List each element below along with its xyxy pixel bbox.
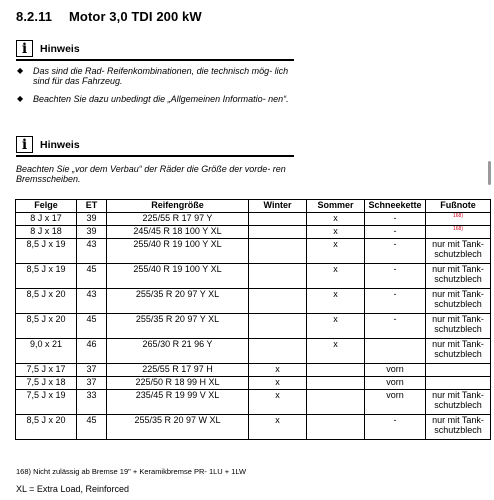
table-cell: 8 J x 17 [16,213,77,226]
table-cell: nur mit Tank- schutzblech [426,264,491,289]
table-cell: 255/40 R 19 100 Y XL [107,239,249,264]
column-header: Fußnote [426,200,491,213]
column-header: Sommer [307,200,365,213]
note-title: Hinweis [40,138,80,151]
table-cell: x [249,390,307,415]
table-cell: x [307,314,365,339]
note-header-1 [16,39,80,58]
table-cell: nur mit Tank- schutzblech [426,339,491,364]
table-cell: 255/35 R 20 97 W XL [107,415,249,440]
table-row [16,239,491,264]
table-cell: 255/35 R 20 97 Y XL [107,289,249,314]
table-cell: x [249,377,307,390]
table-cell: 45 [77,264,107,289]
table-row [16,314,491,339]
table-cell: 43 [77,289,107,314]
table-cell: nur mit Tank- schutzblech [426,289,491,314]
table-cell: 8,5 J x 20 [16,415,77,440]
table-cell: 245/45 R 18 100 Y XL [107,226,249,239]
table-cell: nur mit Tank- schutzblech [426,239,491,264]
table-cell [307,377,365,390]
note-divider [16,155,294,157]
table-row [16,289,491,314]
table-cell: - [365,264,426,289]
table-cell [365,339,426,364]
table-header-row [16,200,491,213]
table-cell: x [307,239,365,264]
table-row [16,213,491,226]
table-cell: nur mit Tank- schutzblech [426,390,491,415]
table-cell: 225/55 R 17 97 Y [107,213,249,226]
section-title: Motor 3,0 TDI 200 kW [69,9,202,24]
section-number: 8.2.11 [16,9,53,24]
table-cell: 46 [77,339,107,364]
table-cell: 8,5 J x 20 [16,314,77,339]
table-row [16,364,491,377]
section-heading [16,9,202,24]
table-row [16,264,491,289]
table-cell: - [365,213,426,226]
table-cell: 37 [77,377,107,390]
table-row [16,226,491,239]
table-cell: vorn [365,364,426,377]
table-cell: 225/50 R 18 99 H XL [107,377,249,390]
table-cell: 255/35 R 20 97 Y XL [107,314,249,339]
table-cell: x [249,415,307,440]
note-text: Beachten Sie „vor dem Verbau“ der Räder die Größe der vorde- ren Bremsscheiben. [16,164,286,184]
scrollbar-thumb[interactable] [488,161,491,185]
table-cell: 225/55 R 17 97 H [107,364,249,377]
column-header: Winter [249,200,307,213]
table-cell: x [307,339,365,364]
table-cell [249,314,307,339]
table-cell: 7,5 J x 17 [16,364,77,377]
table-cell: - [365,226,426,239]
table-cell: vorn [365,377,426,390]
table-cell [249,213,307,226]
table-cell: 265/30 R 21 96 Y [107,339,249,364]
table-row [16,377,491,390]
table-cell: 43 [77,239,107,264]
note-header-2 [16,135,80,154]
table-cell [307,390,365,415]
table-cell [249,239,307,264]
table-cell: x [307,226,365,239]
table-cell: 9,0 x 21 [16,339,77,364]
table-cell: 7,5 J x 19 [16,390,77,415]
table-cell: 39 [77,213,107,226]
table-cell: 7,5 J x 18 [16,377,77,390]
bullet-text: Das sind die Rad- Reifenkombinationen, die technisch mög- lich sind für das Fahrzeug. [33,66,289,86]
table-row [16,415,491,440]
table-cell: 8,5 J x 19 [16,264,77,289]
table-cell: - [365,289,426,314]
table-cell: x [307,264,365,289]
table-cell [426,377,491,390]
table-cell: 235/45 R 19 99 V XL [107,390,249,415]
column-header: ET [77,200,107,213]
column-header: Reifengröße [107,200,249,213]
table-cell: x [307,289,365,314]
tire-table [15,199,491,440]
table-cell: 33 [77,390,107,415]
table-cell: 255/40 R 19 100 Y XL [107,264,249,289]
table-cell [249,289,307,314]
table-cell [249,339,307,364]
table-cell: 39 [77,226,107,239]
table-cell: 8,5 J x 20 [16,289,77,314]
footnote-ref: 168) [426,213,491,226]
table-cell: x [307,213,365,226]
column-header: Felge [16,200,77,213]
table-cell: - [365,239,426,264]
table-cell [307,364,365,377]
table-cell: vorn [365,390,426,415]
info-icon: i [16,40,33,57]
column-header: Schneekette [365,200,426,213]
table-cell: 8 J x 18 [16,226,77,239]
table-cell: 45 [77,314,107,339]
table-cell: 45 [77,415,107,440]
table-row [16,390,491,415]
table-row [16,339,491,364]
table-cell [307,415,365,440]
table-cell [249,226,307,239]
table-cell: - [365,415,426,440]
bullet-diamond-icon: ◆ [17,94,24,103]
table-cell: 8,5 J x 19 [16,239,77,264]
note-title: Hinweis [40,42,80,55]
table-cell [426,364,491,377]
bullet-text: Beachten Sie dazu unbedingt die „Allgemeinen Informatio- nen“. [33,94,289,104]
note-divider [16,59,294,61]
table-cell: x [249,364,307,377]
table-cell: 37 [77,364,107,377]
table-cell [249,264,307,289]
table-cell: nur mit Tank- schutzblech [426,415,491,440]
footnote-text: 168) Nicht zulässig ab Bremse 19" + Keramikbremse PR- 1LU + 1LW [16,467,247,476]
table-cell: nur mit Tank- schutzblech [426,314,491,339]
bullet-diamond-icon: ◆ [17,66,24,75]
legend-text: XL = Extra Load, Reinforced [16,484,129,494]
footnote-ref: 168) [426,226,491,239]
info-icon: i [16,136,33,153]
table-cell: - [365,314,426,339]
